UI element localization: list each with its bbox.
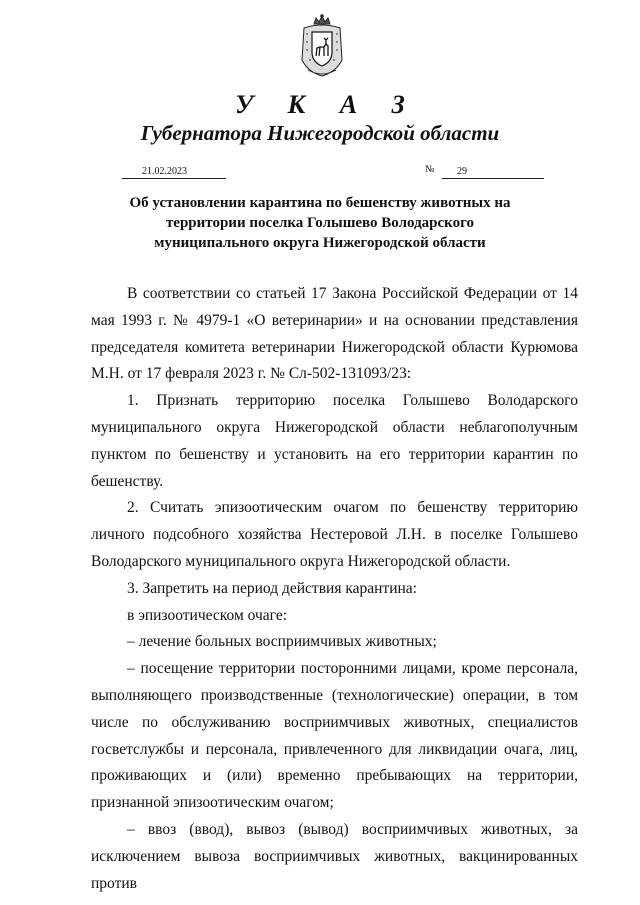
paragraph-subheading: в эпизоотическом очаге:: [127, 606, 288, 624]
subject-line: муниципального округа Нижегородской области: [154, 235, 486, 251]
number-field: [442, 162, 544, 179]
paragraph-bullet: – ввоз (ввод), вывоз (вывод) восприимчивых животных, за исключением вывоза восприимчивых животных, вакцинированных против: [91, 820, 578, 892]
paragraph-preamble: В соответствии со статьей 17 Закона Российской Федерации от 14 мая 1993 г. № 4979-1 «О ветеринарии» и на основании представления председателя комитета ветеринарии Нижегородской области Курюмова М.Н. от 17 февраля 2023 г. № Сл-502-131093/23:: [91, 285, 578, 383]
date-field: [122, 162, 226, 179]
document-number: 29: [457, 166, 467, 177]
paragraph-bullet: – лечение больных восприимчивых животных;: [127, 633, 437, 651]
document-type-title: У К А З: [235, 90, 419, 119]
subject-line: территории поселка Голышево Володарского: [165, 215, 475, 231]
paragraph-item-1: 1. Признать территорию поселка Голышево Володарского муниципального округа Нижегородской области неблагополучным пунктом по бешенству и установить на его территории карантин по бешенству.: [91, 392, 578, 490]
document-date: 21.02.2023: [142, 166, 187, 177]
number-sign: №: [425, 164, 435, 175]
coat-of-arms-icon: [298, 14, 346, 78]
paragraph-item-3: 3. Запретить на период действия карантина:: [127, 579, 417, 597]
paragraph-item-2: 2. Считать эпизоотическим очагом по бешенству территорию личного подсобного хозяйства Нестеровой Л.Н. в поселке Голышево Володарского муниципального округа Нижегородской области.: [91, 499, 578, 570]
issuer-title: Губернатора Нижегородской области: [140, 121, 500, 145]
subject-line: Об установлении карантина по бешенству животных на: [129, 195, 511, 211]
paragraph-bullet: – посещение территории посторонними лицами, кроме персонала, выполняющего производственные (технологические) операции, в том числе по обслуживанию восприимчивых животных, специалистов госветслужбы и персонала, привлеченного для ликвидации очага, лиц, проживающих и (или) временно пребывающих на территории, признанной эпизоотическим очагом;: [91, 660, 578, 812]
document-body: [91, 281, 578, 897]
document-subject: [100, 193, 540, 253]
